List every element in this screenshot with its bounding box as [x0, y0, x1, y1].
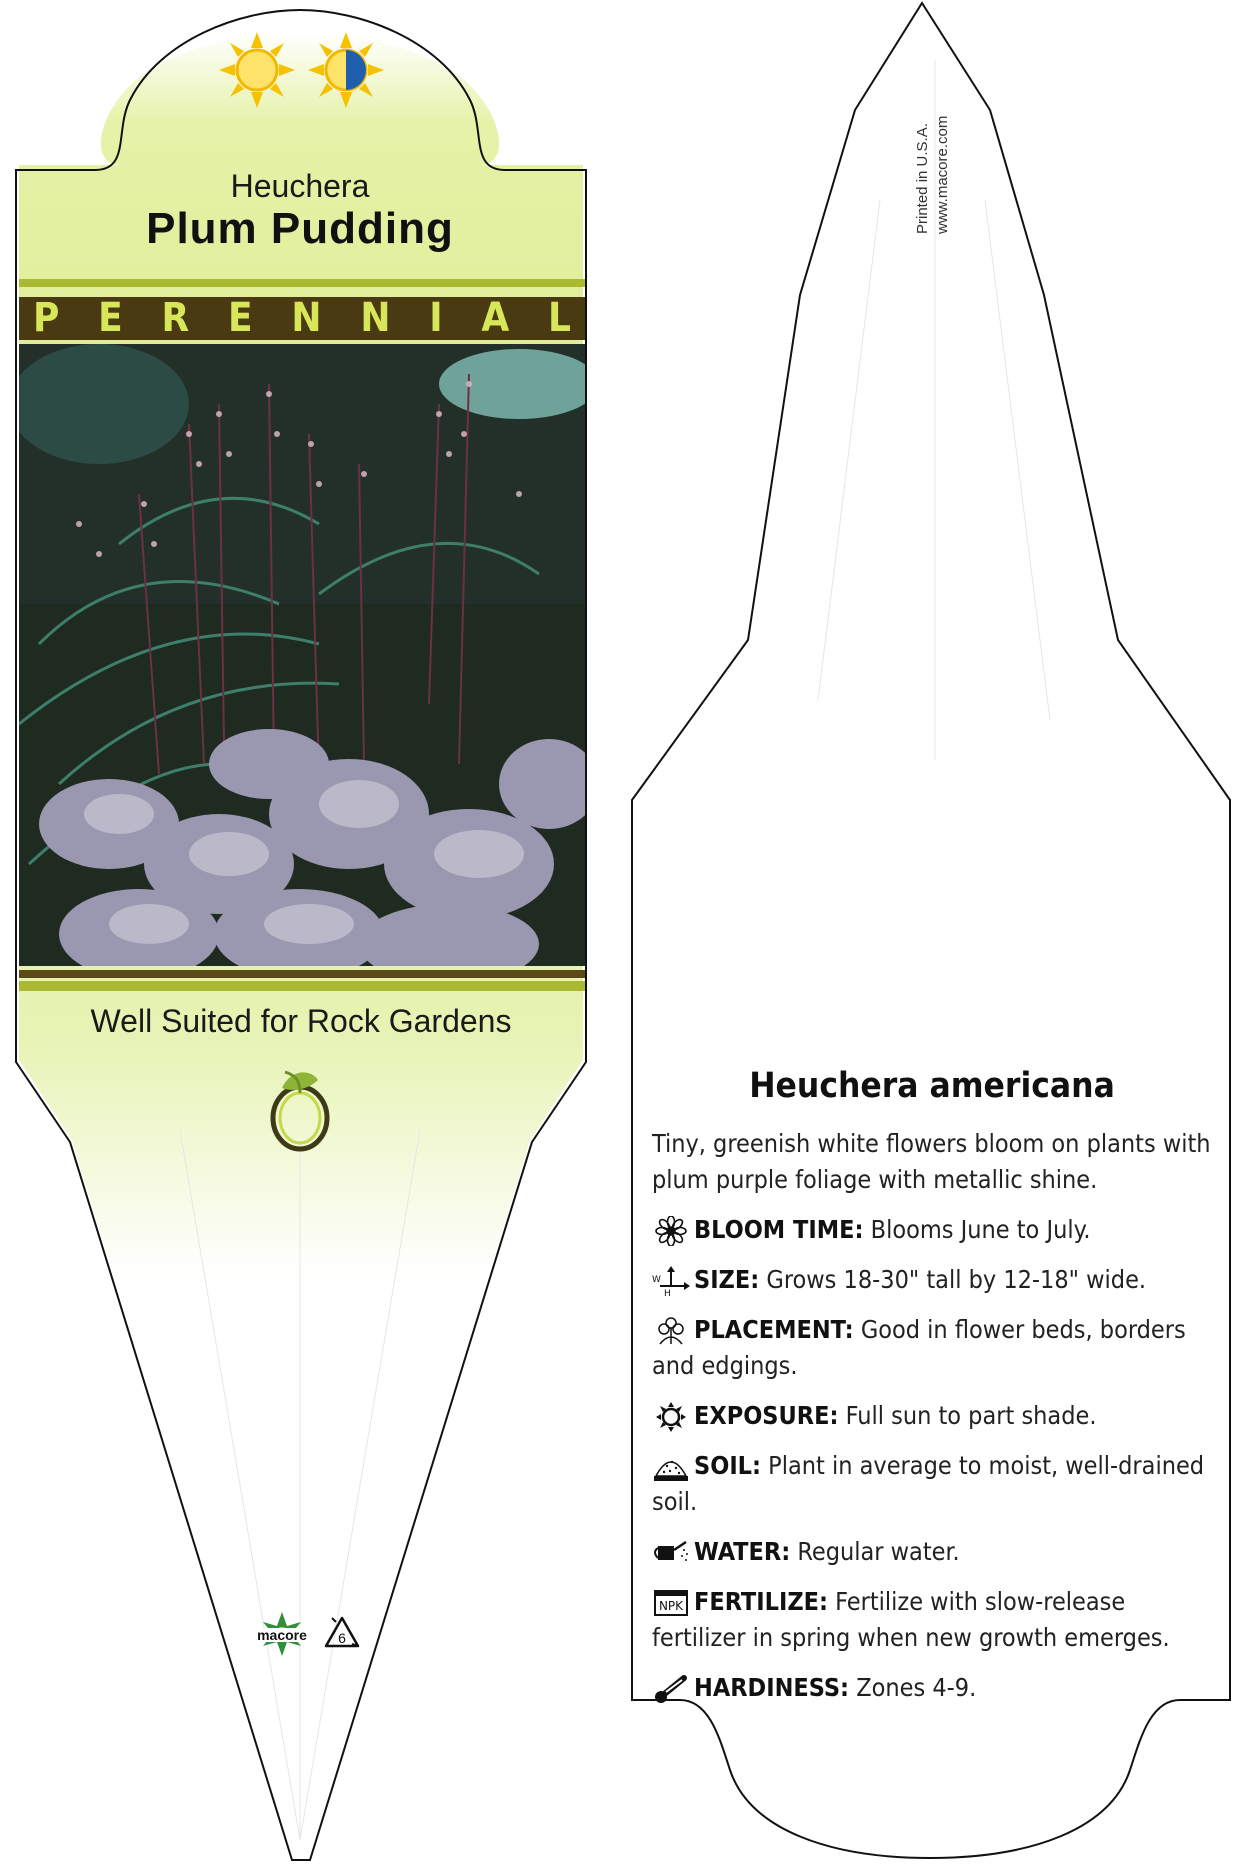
svg-text:NPK: NPK: [658, 1599, 684, 1613]
care-item: [652, 1534, 1212, 1570]
plants-icon: [652, 1316, 690, 1346]
category-letter: P: [33, 295, 60, 341]
care-item-text: Regular water.: [797, 1537, 960, 1566]
tagline: Well Suited for Rock Gardens: [90, 1003, 512, 1039]
category-label: [19, 297, 585, 340]
cultivar-name: Plum Pudding: [146, 204, 454, 253]
care-item-label: BLOOM TIME:: [694, 1215, 864, 1244]
care-item-text: Good in flower beds, borders and edgings.: [652, 1315, 1186, 1380]
care-item: [652, 1312, 1212, 1384]
category-letter: L: [548, 295, 571, 341]
care-item-label: WATER:: [694, 1537, 791, 1566]
care-info: [652, 1066, 1212, 1706]
npk-icon: [652, 1588, 690, 1618]
care-items: [652, 1212, 1212, 1706]
care-item-text: Blooms June to July.: [870, 1215, 1091, 1244]
care-item-text: Fertilize with slow-release fertilizer in spring when new growth emerges.: [652, 1587, 1170, 1652]
thermometer-icon: [652, 1674, 690, 1704]
soil-icon: [652, 1452, 690, 1482]
description: Tiny, greenish white flowers bloom on plants with plum purple foliage with metallic shine.: [652, 1129, 1211, 1194]
care-item-label: SIZE:: [694, 1265, 760, 1294]
sun-outline-icon: [652, 1402, 690, 1432]
care-item-label: SOIL:: [694, 1451, 762, 1480]
category-letter: E: [98, 295, 123, 341]
svg-text:W: W: [652, 1275, 661, 1285]
recycle-icon: [322, 1614, 362, 1659]
category-letter: A: [481, 295, 510, 341]
care-item-label: PLACEMENT:: [694, 1315, 854, 1344]
brand-text: macore: [257, 1627, 307, 1643]
category-letter: E: [228, 295, 253, 341]
plant-photo: [19, 344, 585, 966]
category-letter: I: [429, 295, 443, 341]
printed-info: [914, 96, 951, 236]
recycle-code: 6: [338, 1630, 346, 1646]
watering-can-icon: [652, 1538, 690, 1568]
care-item-label: EXPOSURE:: [694, 1401, 839, 1430]
flower-icon: [652, 1216, 690, 1246]
care-item: [652, 1670, 1212, 1706]
care-item-text: Zones 4-9.: [856, 1673, 977, 1702]
care-item-text: Plant in average to moist, well-drained soil.: [652, 1451, 1205, 1516]
care-item: [652, 1448, 1212, 1520]
svg-text:H: H: [664, 1289, 671, 1296]
care-item-text: Grows 18-30" tall by 12-18" wide.: [766, 1265, 1147, 1294]
botanical-name: Heuchera americana: [749, 1066, 1115, 1106]
full-sun-icon: [219, 32, 295, 108]
care-item: [652, 1262, 1212, 1298]
macore-logo: [246, 1610, 318, 1667]
care-item-label: HARDINESS:: [694, 1673, 850, 1702]
printed-in-text: Printed in U.S.A.: [914, 123, 931, 234]
size-arrows-icon: [652, 1266, 690, 1296]
care-item: [652, 1584, 1212, 1656]
category-letter: N: [291, 295, 322, 341]
website-text: www.macore.com: [934, 115, 951, 234]
part-sun-icon: [308, 32, 384, 108]
care-item-label: FERTILIZE:: [694, 1587, 829, 1616]
category-letter: R: [161, 295, 190, 341]
care-item: [652, 1212, 1212, 1248]
category-letter: N: [360, 295, 391, 341]
care-item-text: Full sun to part shade.: [845, 1401, 1097, 1430]
top-rule: [19, 279, 585, 287]
common-name: Heuchera: [230, 168, 370, 204]
care-item: [652, 1398, 1212, 1434]
bottom-rule: [19, 981, 585, 991]
